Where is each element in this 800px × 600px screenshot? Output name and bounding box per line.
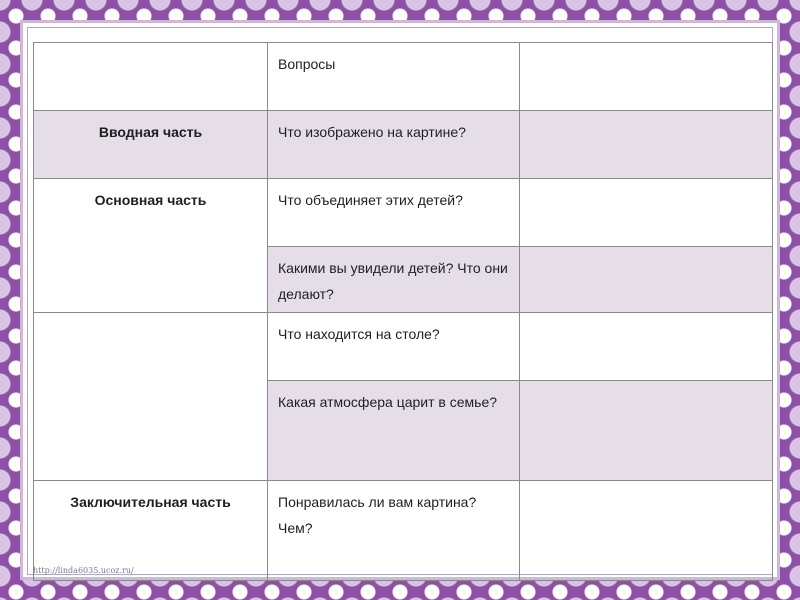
header-cell-notes: [520, 43, 773, 111]
question-cell: Что объединяет этих детей?: [268, 179, 520, 247]
notes-cell: [520, 179, 773, 247]
header-cell-section: [34, 43, 268, 111]
notes-cell: [520, 247, 773, 313]
notes-cell: [520, 313, 773, 381]
question-cell: Какая атмосфера царит в семье?: [268, 381, 520, 481]
watermark-text: http://linda6035.ucoz.ru/: [33, 566, 134, 575]
table-row: [34, 111, 773, 179]
question-cell: Какими вы увидели детей? Что они делают?: [268, 247, 520, 313]
question-cell: Понравилась ли вам картина? Чем?: [268, 481, 520, 581]
question-cell: Что находится на столе?: [268, 313, 520, 381]
section-cell: Заключительная часть: [34, 481, 268, 581]
section-cell: Основная часть: [34, 179, 268, 313]
question-cell: Что изображено на картине?: [268, 111, 520, 179]
table-row: [34, 313, 773, 381]
header-cell-questions: Вопросы: [268, 43, 520, 111]
lesson-plan-table: [33, 42, 773, 581]
section-cell: Вводная часть: [34, 111, 268, 179]
notes-cell: [520, 481, 773, 581]
notes-cell: [520, 111, 773, 179]
table-row: [34, 179, 773, 247]
notes-cell: [520, 381, 773, 481]
table-row: [34, 481, 773, 581]
section-cell: [34, 313, 268, 481]
table-header-row: [34, 43, 773, 111]
